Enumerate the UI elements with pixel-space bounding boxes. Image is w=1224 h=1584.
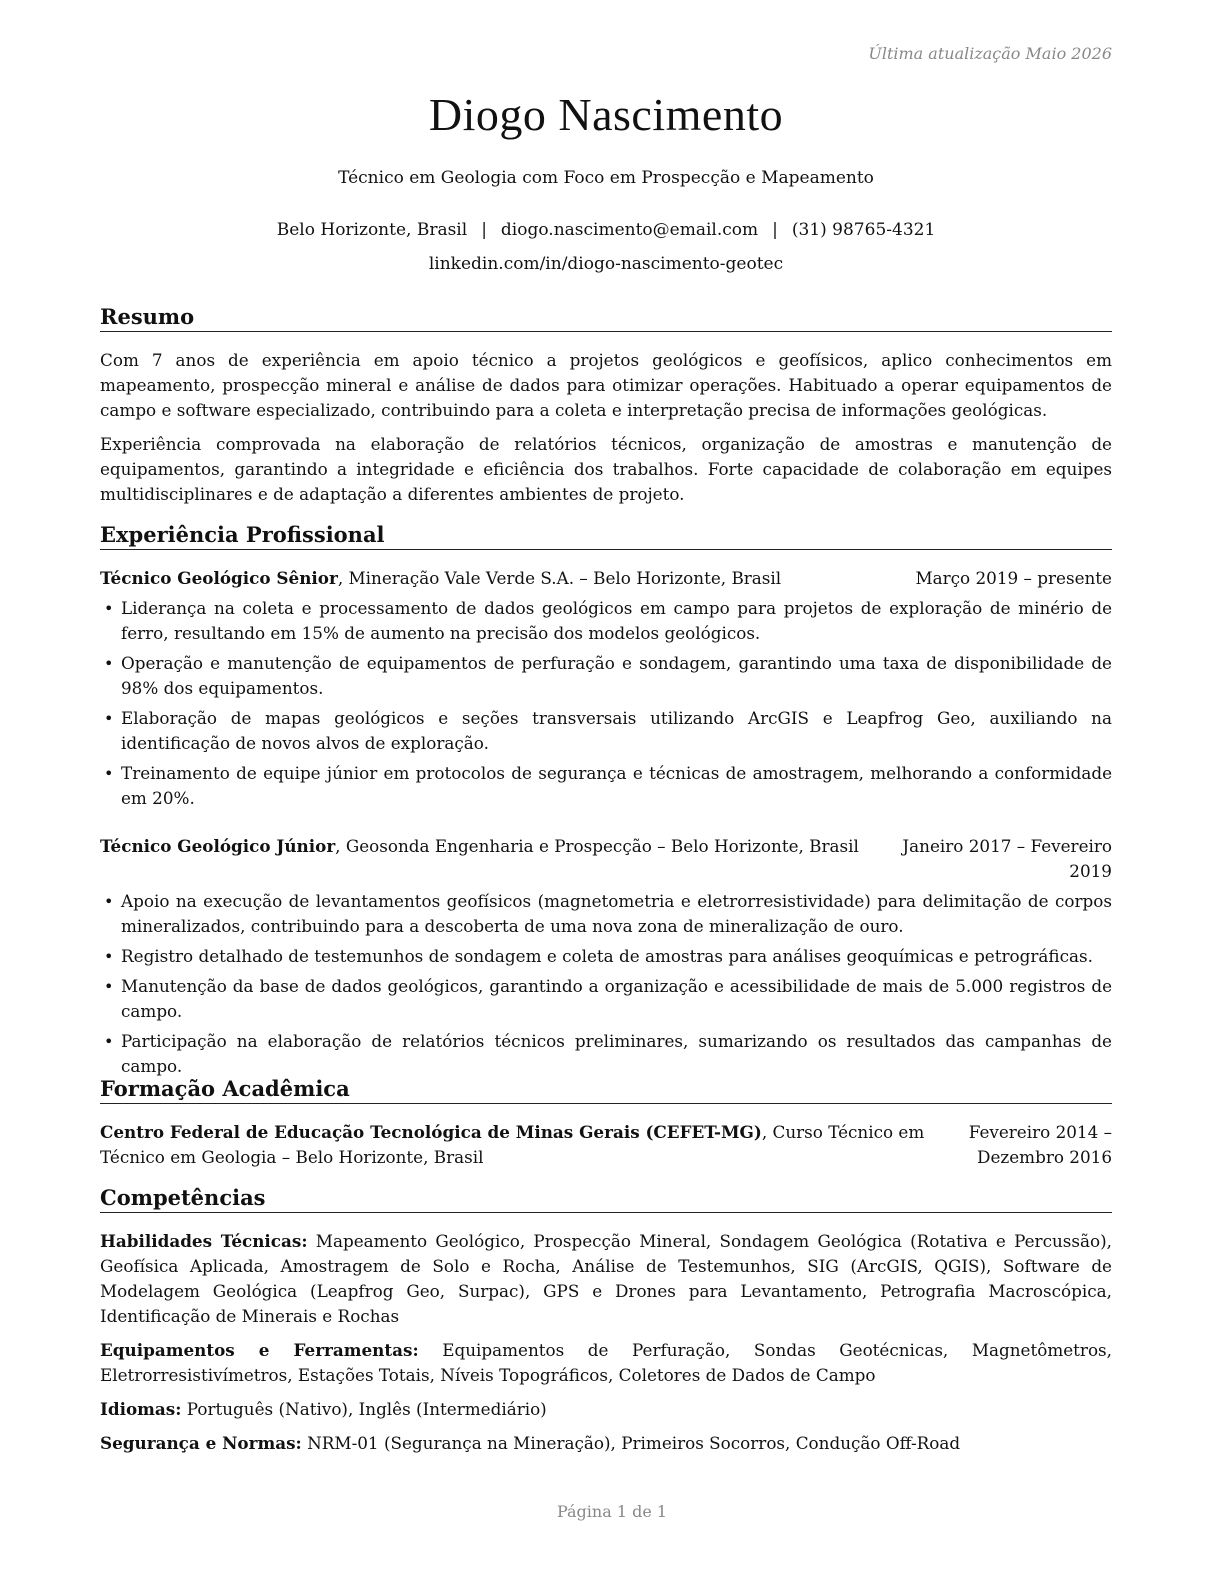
separator: |	[772, 220, 778, 240]
summary-paragraph: Experiência comprovada na elaboração de relatórios técnicos, organização de amostras e manutenção de equipamentos, garantindo a integridade e eficiência dos trabalhos. Forte capacidade de colaboração em equipes multidisciplinares e de adaptação a diferentes ambientes de projeto.	[100, 434, 1112, 504]
job-date: Março 2019 – presente	[915, 568, 1112, 588]
bullet-text: Liderança na coleta e processamento de dados geológicos em campo para projetos de exploração de minério de ferro, resultando em 15% de aumento na precisão dos modelos geológicos.	[121, 598, 1112, 643]
bullet-text: Operação e manutenção de equipamentos de perfuração e sondagem, garantindo uma taxa de disponibilidade de 98% dos equipamentos.	[121, 653, 1112, 698]
list-item	[100, 944, 1112, 969]
list-item	[100, 596, 1112, 646]
location: Belo Horizonte, Brasil	[276, 220, 468, 240]
job-company: , Geosonda Engenharia e Prospecção – Belo Horizonte, Brasil	[335, 836, 859, 856]
bullet-text: Elaboração de mapas geológicos e seções transversais utilizando ArcGIS e Leapfrog Geo, auxiliando na identificação de novos alvos de exploração.	[121, 708, 1112, 753]
skill-text: NRM-01 (Segurança na Mineração), Primeiros Socorros, Condução Off-Road	[301, 1433, 961, 1453]
skill-label: Idiomas:	[100, 1399, 182, 1419]
list-item	[100, 706, 1112, 756]
skill-label: Equipamentos e Ferramentas:	[100, 1340, 419, 1360]
last-updated: Última atualização Maio 2026	[868, 44, 1112, 63]
bullet-icon: •	[104, 892, 114, 911]
skills-languages	[100, 1397, 1112, 1422]
bullet-icon: •	[104, 947, 114, 966]
list-item	[100, 889, 1112, 939]
section-title-education: Formação Acadêmica	[100, 1076, 1112, 1104]
skill-text: Português (Nativo), Inglês (Intermediário)	[181, 1399, 547, 1419]
candidate-name: Diogo Nascimento	[428, 89, 784, 140]
bullet-text: Manutenção da base de dados geológicos, garantindo a organização e acessibilidade de mais de 5.000 registros de campo.	[121, 976, 1112, 1021]
skill-label: Habilidades Técnicas:	[100, 1231, 308, 1251]
page-number: Página 1 de 1	[556, 1502, 668, 1521]
list-item	[100, 1029, 1112, 1079]
job-header	[100, 566, 1112, 591]
bullet-text: Registro detalhado de testemunhos de sondagem e coleta de amostras para análises geoquímicas e petrográficas.	[121, 946, 1093, 966]
education-entry	[100, 1120, 1112, 1170]
summary-paragraph: Com 7 anos de experiência em apoio técnico a projetos geológicos e geofísicos, aplico conhecimentos em mapeamento, prospecção mineral e análise de dados para otimizar operações. Habituado a operar equipamentos de campo e software especializado, contribuindo para a coleta e interpretação precisa de informações geológicas.	[100, 350, 1112, 420]
section-title-experience: Experiência Profissional	[100, 522, 1112, 550]
bullet-text: Participação na elaboração de relatórios técnicos preliminares, sumarizando os resultados das campanhas de campo.	[121, 1031, 1112, 1076]
job-role: Técnico Geológico Júnior	[100, 836, 336, 856]
headline: Técnico em Geologia com Foco em Prospecção e Mapeamento	[338, 168, 874, 188]
job-header	[100, 834, 1112, 881]
bullet-icon: •	[104, 709, 114, 728]
linkedin-link[interactable]: linkedin.com/in/diogo-nascimento-geotec	[428, 254, 784, 274]
list-item	[100, 761, 1112, 811]
skill-text: Mapeamento Geológico, Prospecção Mineral, Sondagem Geológica (Rotativa e Percussão), Geofísica Aplicada, Amostragem de Solo e Rocha, Análise de Testemunhos, SIG (ArcGIS, QGIS), Software de Modelagem Geológica (Leapfrog Geo, Surpac), GPS e Drones para Levantamento, Petrografia Macroscópica, Identificação de Minerais e Rochas	[100, 1231, 1112, 1326]
list-item	[100, 974, 1112, 1024]
bullet-icon: •	[104, 764, 114, 783]
job-company: , Mineração Vale Verde S.A. – Belo Horizonte, Brasil	[337, 568, 782, 588]
education-description	[100, 1120, 940, 1170]
contact-line	[100, 220, 1112, 240]
job-bullets	[100, 596, 1112, 816]
skills-technical	[100, 1229, 1112, 1329]
bullet-text: Apoio na execução de levantamentos geofísicos (magnetometria e eletrorresistividade) para delimitação de corpos mineralizados, contribuindo para a descoberta de uma nova zona de mineralização de ouro.	[121, 891, 1112, 936]
phone: (31) 98765-4321	[791, 220, 936, 240]
skills-safety	[100, 1431, 1112, 1456]
bullet-icon: •	[104, 654, 114, 673]
bullet-icon: •	[104, 977, 114, 996]
bullet-text: Treinamento de equipe júnior em protocolos de segurança e técnicas de amostragem, melhorando a conformidade em 20%.	[121, 763, 1112, 808]
bullet-icon: •	[104, 599, 114, 618]
section-title-skills: Competências	[100, 1185, 1112, 1213]
job-role: Técnico Geológico Sênior	[100, 568, 338, 588]
job-date: Janeiro 2017 – Fevereiro 2019	[902, 836, 1112, 881]
skill-text: Equipamentos de Perfuração, Sondas Geotécnicas, Magnetômetros, Eletrorresistivímetros, Estações Totais, Níveis Topográficos, Coletores de Dados de Campo	[100, 1340, 1112, 1385]
skills-equipment	[100, 1338, 1112, 1388]
institution: Centro Federal de Educação Tecnológica de Minas Gerais (CEFET-MG)	[100, 1122, 762, 1142]
email-link[interactable]: diogo.nascimento@email.com	[500, 220, 759, 240]
job-bullets	[100, 889, 1112, 1084]
bullet-icon: •	[104, 1032, 114, 1051]
education-date: Fevereiro 2014 – Dezembro 2016	[968, 1122, 1112, 1167]
separator: |	[481, 220, 487, 240]
course: , Curso Técnico em Técnico em Geologia – Belo Horizonte, Brasil	[100, 1122, 925, 1167]
section-title-summary: Resumo	[100, 304, 1112, 332]
list-item	[100, 651, 1112, 701]
skill-label: Segurança e Normas:	[100, 1433, 302, 1453]
